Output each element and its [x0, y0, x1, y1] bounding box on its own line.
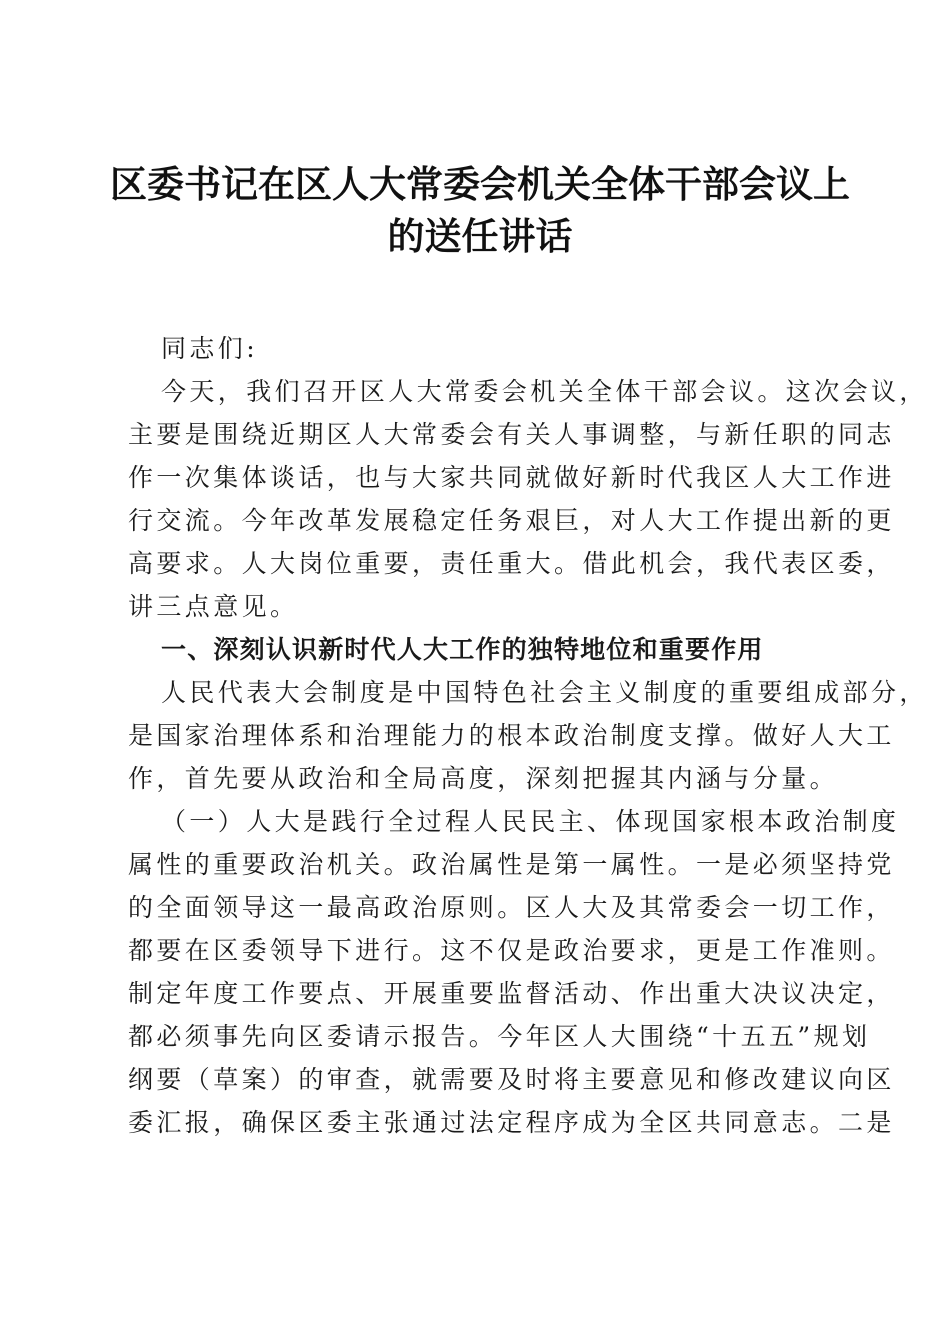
paragraph-line: 今天，我们召开区人大常委会机关全体干部会议。这次会议， [161, 377, 928, 406]
paragraph-line: 高要求。人大岗位重要，责任重大。借此机会，我代表区委， [128, 549, 895, 578]
section-heading: 一、深刻认识新时代人大工作的独特地位和重要作用 [161, 635, 764, 664]
paragraph-line: 纲要（草案）的审查，就需要及时将主要意见和修改建议向区 [128, 1065, 895, 1094]
paragraph-line: 委汇报，确保区委主张通过法定程序成为全区共同意志。二是 [128, 1108, 895, 1137]
paragraph-line: 作，首先要从政治和全局高度，深刻把握其内涵与分量。 [128, 764, 839, 793]
title-line-2: 的送任讲话 [387, 214, 573, 258]
paragraph-line: 制定年度工作要点、开展重要监督活动、作出重大决议决定， [128, 979, 895, 1008]
paragraph-line: 讲三点意见。 [128, 592, 299, 621]
paragraph-line: 都必须事先向区委请示报告。今年区人大围绕“十五五”规划 [128, 1022, 871, 1051]
paragraph-line: 都要在区委领导下进行。这不仅是政治要求，更是工作准则。 [128, 936, 895, 965]
document-title [110, 158, 850, 262]
paragraph-line: 行交流。今年改革发展稳定任务艰巨，对人大工作提出新的更 [128, 506, 895, 535]
paragraph-line: 人民代表大会制度是中国特色社会主义制度的重要组成部分， [161, 678, 928, 707]
paragraph-line: 主要是围绕近期区人大常委会有关人事调整，与新任职的同志 [128, 420, 895, 449]
salutation: 同志们: [161, 334, 259, 363]
document-body [128, 327, 928, 1144]
paragraph-line: 的全面领导这一最高政治原则。区人大及其常委会一切工作， [128, 893, 895, 922]
paragraph-line: 是国家治理体系和治理能力的根本政治制度支撑。做好人大工 [128, 721, 895, 750]
subsection-line: （一）人大是践行全过程人民民主、体现国家根本政治制度 [161, 807, 900, 836]
paragraph-line: 作一次集体谈话，也与大家共同就做好新时代我区人大工作进 [128, 463, 895, 492]
title-line-1: 区委书记在区人大常委会机关全体干部会议上 [110, 162, 850, 206]
paragraph-line: 属性的重要政治机关。政治属性是第一属性。一是必须坚持党 [128, 850, 895, 879]
